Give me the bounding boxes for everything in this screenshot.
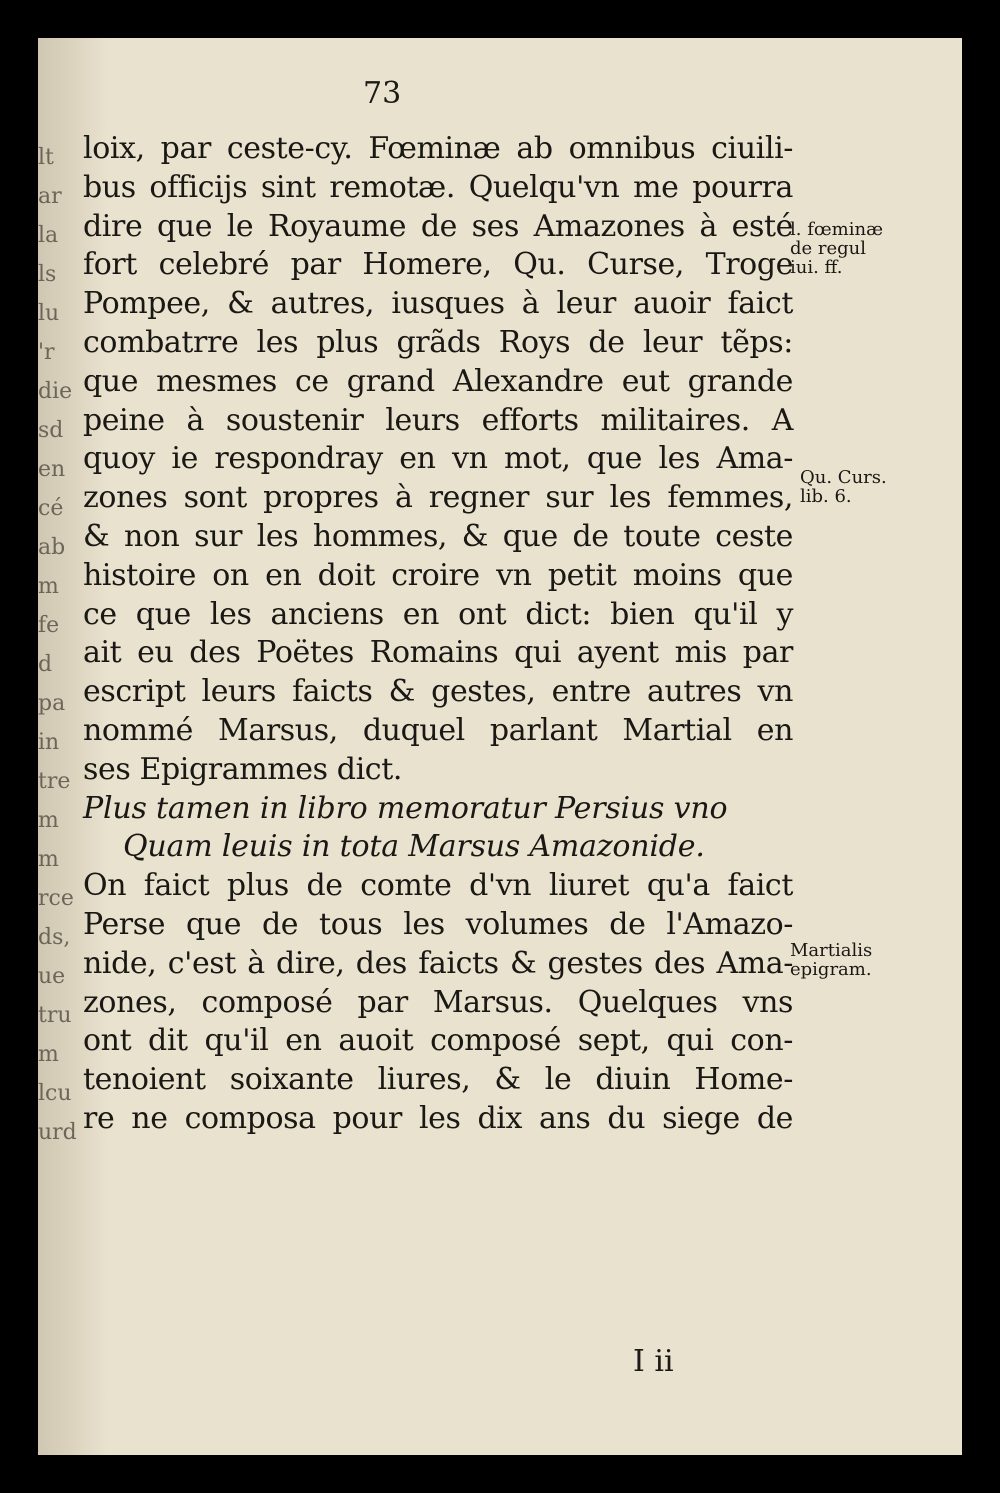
text-line: ont dit qu'il en auoit composé sept, qui con- bbox=[83, 1023, 793, 1059]
text-line: nide, c'est à dire, des faicts & gestes des Ama- bbox=[83, 945, 793, 981]
gutter-fragment: in bbox=[38, 730, 60, 755]
gutter-fragment: pa bbox=[38, 691, 66, 716]
verse-line: Quam leuis in tota Marsus Amazonide. bbox=[123, 829, 705, 865]
text-line: tenoient soixante liures, & le diuin Home- bbox=[83, 1062, 793, 1098]
margin-note-lex bbox=[790, 220, 883, 277]
text-line: Perse que de tous les volumes de l'Amazo- bbox=[83, 906, 793, 942]
text-line: fort celebré par Homere, Qu. Curse, Troge bbox=[83, 247, 793, 283]
margin-note-line: iui. ff. bbox=[790, 257, 843, 278]
gutter-fragment: m bbox=[38, 574, 59, 599]
gutter-fragment: m bbox=[38, 847, 59, 872]
text-line: escript leurs faicts & gestes, entre autres vn bbox=[83, 674, 793, 710]
margin-note-line: Qu. Curs. bbox=[800, 467, 887, 488]
text-line: que mesmes ce grand Alexandre eut grande bbox=[83, 363, 793, 399]
gutter-fragment: lcu bbox=[38, 1081, 72, 1106]
margin-note-curtius bbox=[800, 468, 887, 506]
margin-note-line: Martialis bbox=[790, 940, 873, 961]
body-text bbox=[83, 130, 793, 1139]
text-line: peine à soustenir leurs efforts militaires. A bbox=[83, 402, 793, 438]
margin-note-line: l. fœminæ bbox=[790, 219, 883, 240]
text-line: histoire on en doit croire vn petit moins que bbox=[83, 557, 793, 593]
facing-page-fragments bbox=[38, 138, 77, 1152]
gutter-fragment: ds, bbox=[38, 925, 71, 950]
text-line: ses Epigrammes dict. bbox=[83, 751, 402, 787]
gutter-fragment: ab bbox=[38, 535, 66, 560]
text-line: re ne composa pour les dix ans du siege de bbox=[83, 1100, 793, 1136]
gutter-fragment: die bbox=[38, 379, 73, 404]
gutter-fragment: la bbox=[38, 223, 59, 248]
gutter-fragment: m bbox=[38, 808, 59, 833]
gutter-fragment: m bbox=[38, 1042, 59, 1067]
margin-note-martial bbox=[790, 941, 872, 979]
text-line: ce que les anciens en ont dict: bien qu'il y bbox=[83, 596, 793, 632]
text-line: quoy ie respondray en vn mot, que les Ama- bbox=[83, 441, 793, 477]
gutter-fragment: ls bbox=[38, 262, 57, 287]
margin-note-line: lib. 6. bbox=[800, 486, 852, 507]
gutter-fragment: tru bbox=[38, 1003, 72, 1028]
gutter-fragment: ue bbox=[38, 964, 66, 989]
gutter-fragment: sd bbox=[38, 418, 64, 443]
text-line: bus officijs sint remotæ. Quelqu'vn me pourra bbox=[83, 169, 793, 205]
gutter-fragment: tre bbox=[38, 769, 71, 794]
page-number: 73 bbox=[363, 76, 402, 111]
text-line: nommé Marsus, duquel parlant Martial en bbox=[83, 712, 793, 748]
signature-mark: I ii bbox=[633, 1344, 674, 1379]
text-line: On faict plus de comte d'vn liuret qu'a faict bbox=[83, 868, 793, 904]
verse-line: Plus tamen in libro memoratur Persius vno bbox=[83, 790, 728, 826]
gutter-fragment: lt bbox=[38, 145, 54, 170]
text-line: loix, par ceste-cy. Fœminæ ab omnibus ciuili- bbox=[83, 131, 793, 166]
margin-note-line: de regul bbox=[790, 238, 867, 259]
gutter-fragment: fe bbox=[38, 613, 60, 638]
text-line: dire que le Royaume de ses Amazones à esté bbox=[83, 208, 793, 244]
gutter-fragment: ar bbox=[38, 184, 62, 209]
gutter-fragment: rce bbox=[38, 886, 74, 911]
gutter-fragment: cé bbox=[38, 496, 64, 521]
gutter-fragment: en bbox=[38, 457, 66, 482]
gutter-fragment: lu bbox=[38, 301, 60, 326]
book-page bbox=[38, 38, 962, 1455]
gutter-fragment: d bbox=[38, 652, 53, 677]
text-line: & non sur les hommes, & que de toute ceste bbox=[83, 518, 793, 554]
text-line: zones sont propres à regner sur les femmes, bbox=[83, 480, 793, 516]
text-line: ait eu des Poëtes Romains qui ayent mis par bbox=[83, 635, 793, 671]
text-line: Pompee, & autres, iusques à leur auoir faict bbox=[83, 286, 793, 322]
text-line: combatrre les plus grãds Roys de leur tẽps: bbox=[83, 324, 793, 360]
gutter-fragment: 'r bbox=[38, 340, 55, 365]
margin-note-line: epigram. bbox=[790, 959, 872, 980]
gutter-fragment: urd bbox=[38, 1120, 77, 1145]
text-line: zones, composé par Marsus. Quelques vns bbox=[83, 984, 793, 1020]
